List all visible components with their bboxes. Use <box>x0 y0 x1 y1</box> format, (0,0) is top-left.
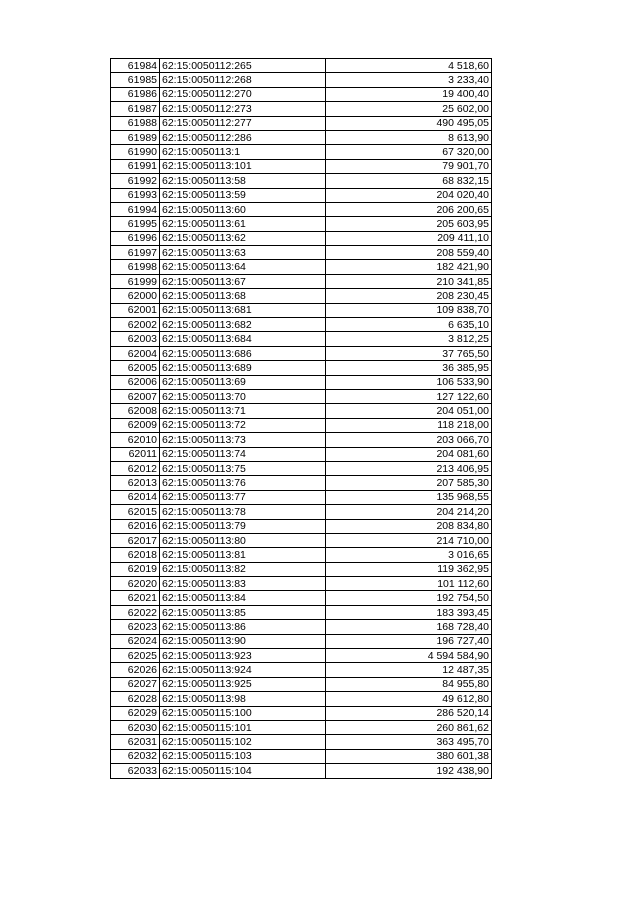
table-row <box>111 159 492 173</box>
table-row <box>111 490 492 504</box>
cadastral-number: 62:15:0050112:273 <box>160 102 326 116</box>
cadastral-number: 62:15:0050115:103 <box>160 749 326 763</box>
table-row <box>111 145 492 159</box>
table-row <box>111 649 492 663</box>
cadastral-value: 36 385,95 <box>326 361 492 375</box>
cadastral-value: 118 218,00 <box>326 418 492 432</box>
cadastral-value: 79 901,70 <box>326 159 492 173</box>
table-row <box>111 749 492 763</box>
table-row <box>111 663 492 677</box>
cadastral-number: 62:15:0050113:79 <box>160 519 326 533</box>
cadastral-number: 62:15:0050113:684 <box>160 332 326 346</box>
cadastral-value: 168 728,40 <box>326 620 492 634</box>
row-number: 61991 <box>111 159 160 173</box>
table-row <box>111 346 492 360</box>
cadastral-number: 62:15:0050115:102 <box>160 735 326 749</box>
table-row <box>111 720 492 734</box>
document-page <box>110 58 491 779</box>
cadastral-value: 192 438,90 <box>326 764 492 778</box>
cadastral-value: 207 585,30 <box>326 476 492 490</box>
cadastral-value: 209 411,10 <box>326 231 492 245</box>
cadastral-number: 62:15:0050112:270 <box>160 87 326 101</box>
cadastral-value: 101 112,60 <box>326 577 492 591</box>
row-number: 62015 <box>111 505 160 519</box>
cadastral-number: 62:15:0050115:100 <box>160 706 326 720</box>
cadastral-number: 62:15:0050113:86 <box>160 620 326 634</box>
row-number: 62000 <box>111 289 160 303</box>
table-row <box>111 706 492 720</box>
cadastral-value: 203 066,70 <box>326 433 492 447</box>
cadastral-value: 49 612,80 <box>326 692 492 706</box>
cadastral-value: 204 020,40 <box>326 188 492 202</box>
row-number: 62003 <box>111 332 160 346</box>
row-number: 62016 <box>111 519 160 533</box>
row-number: 61997 <box>111 246 160 260</box>
cadastral-number: 62:15:0050113:59 <box>160 188 326 202</box>
table-row <box>111 418 492 432</box>
cadastral-number: 62:15:0050113:84 <box>160 591 326 605</box>
cadastral-number: 62:15:0050113:68 <box>160 289 326 303</box>
cadastral-value: 208 230,45 <box>326 289 492 303</box>
cadastral-number: 62:15:0050115:101 <box>160 720 326 734</box>
cadastral-number: 62:15:0050113:85 <box>160 605 326 619</box>
row-number: 62027 <box>111 677 160 691</box>
cadastral-value: 4 594 584,90 <box>326 649 492 663</box>
row-number: 61988 <box>111 116 160 130</box>
cadastral-value: 25 602,00 <box>326 102 492 116</box>
cadastral-number: 62:15:0050113:67 <box>160 274 326 288</box>
table-row <box>111 231 492 245</box>
table-row <box>111 375 492 389</box>
table-row <box>111 318 492 332</box>
cadastral-value: 4 518,60 <box>326 59 492 73</box>
cadastral-value-table <box>110 58 492 779</box>
cadastral-number: 62:15:0050113:64 <box>160 260 326 274</box>
cadastral-value: 135 968,55 <box>326 490 492 504</box>
row-number: 61995 <box>111 217 160 231</box>
cadastral-value: 12 487,35 <box>326 663 492 677</box>
cadastral-number: 62:15:0050113:682 <box>160 318 326 332</box>
cadastral-value: 183 393,45 <box>326 605 492 619</box>
row-number: 61986 <box>111 87 160 101</box>
cadastral-value: 67 320,00 <box>326 145 492 159</box>
cadastral-value: 214 710,00 <box>326 533 492 547</box>
row-number: 61993 <box>111 188 160 202</box>
cadastral-value: 106 533,90 <box>326 375 492 389</box>
cadastral-value: 119 362,95 <box>326 562 492 576</box>
row-number: 62001 <box>111 303 160 317</box>
row-number: 62007 <box>111 389 160 403</box>
table-row <box>111 591 492 605</box>
row-number: 62021 <box>111 591 160 605</box>
row-number: 62011 <box>111 447 160 461</box>
table-row <box>111 404 492 418</box>
cadastral-value: 204 051,00 <box>326 404 492 418</box>
row-number: 62033 <box>111 764 160 778</box>
cadastral-value: 6 635,10 <box>326 318 492 332</box>
cadastral-value: 127 122,60 <box>326 389 492 403</box>
table-row <box>111 217 492 231</box>
row-number: 62008 <box>111 404 160 418</box>
table-row <box>111 116 492 130</box>
cadastral-value: 363 495,70 <box>326 735 492 749</box>
table-row <box>111 246 492 260</box>
cadastral-number: 62:15:0050113:81 <box>160 548 326 562</box>
row-number: 61996 <box>111 231 160 245</box>
row-number: 62018 <box>111 548 160 562</box>
cadastral-value: 286 520,14 <box>326 706 492 720</box>
row-number: 62004 <box>111 346 160 360</box>
table-row <box>111 476 492 490</box>
row-number: 62026 <box>111 663 160 677</box>
cadastral-number: 62:15:0050113:69 <box>160 375 326 389</box>
cadastral-value: 192 754,50 <box>326 591 492 605</box>
cadastral-number: 62:15:0050113:58 <box>160 174 326 188</box>
row-number: 62002 <box>111 318 160 332</box>
cadastral-number: 62:15:0050113:686 <box>160 346 326 360</box>
cadastral-number: 62:15:0050112:268 <box>160 73 326 87</box>
cadastral-value: 206 200,65 <box>326 202 492 216</box>
row-number: 62009 <box>111 418 160 432</box>
row-number: 62014 <box>111 490 160 504</box>
cadastral-value: 19 400,40 <box>326 87 492 101</box>
row-number: 61994 <box>111 202 160 216</box>
cadastral-number: 62:15:0050112:265 <box>160 59 326 73</box>
cadastral-number: 62:15:0050113:73 <box>160 433 326 447</box>
cadastral-number: 62:15:0050113:80 <box>160 533 326 547</box>
cadastral-number: 62:15:0050113:83 <box>160 577 326 591</box>
row-number: 61984 <box>111 59 160 73</box>
cadastral-value: 208 559,40 <box>326 246 492 260</box>
cadastral-number: 62:15:0050113:681 <box>160 303 326 317</box>
cadastral-number: 62:15:0050113:71 <box>160 404 326 418</box>
cadastral-value: 204 214,20 <box>326 505 492 519</box>
cadastral-value: 109 838,70 <box>326 303 492 317</box>
row-number: 61985 <box>111 73 160 87</box>
table-row <box>111 59 492 73</box>
row-number: 61987 <box>111 102 160 116</box>
cadastral-number: 62:15:0050112:277 <box>160 116 326 130</box>
table-row <box>111 461 492 475</box>
cadastral-number: 62:15:0050113:76 <box>160 476 326 490</box>
cadastral-number: 62:15:0050113:74 <box>160 447 326 461</box>
cadastral-value: 3 233,40 <box>326 73 492 87</box>
cadastral-number: 62:15:0050113:90 <box>160 634 326 648</box>
row-number: 61998 <box>111 260 160 274</box>
table-body <box>111 59 492 779</box>
row-number: 62024 <box>111 634 160 648</box>
cadastral-number: 62:15:0050113:70 <box>160 389 326 403</box>
cadastral-number: 62:15:0050113:98 <box>160 692 326 706</box>
table-row <box>111 289 492 303</box>
row-number: 62022 <box>111 605 160 619</box>
cadastral-number: 62:15:0050113:77 <box>160 490 326 504</box>
table-row <box>111 548 492 562</box>
cadastral-value: 182 421,90 <box>326 260 492 274</box>
cadastral-value: 380 601,38 <box>326 749 492 763</box>
row-number: 62012 <box>111 461 160 475</box>
row-number: 62028 <box>111 692 160 706</box>
table-row <box>111 73 492 87</box>
table-row <box>111 505 492 519</box>
table-row <box>111 260 492 274</box>
cadastral-number: 62:15:0050113:61 <box>160 217 326 231</box>
cadastral-number: 62:15:0050112:286 <box>160 130 326 144</box>
cadastral-value: 84 955,80 <box>326 677 492 691</box>
cadastral-value: 210 341,85 <box>326 274 492 288</box>
cadastral-number: 62:15:0050113:60 <box>160 202 326 216</box>
table-row <box>111 447 492 461</box>
table-row <box>111 692 492 706</box>
table-row <box>111 274 492 288</box>
cadastral-value: 208 834,80 <box>326 519 492 533</box>
table-row <box>111 174 492 188</box>
table-row <box>111 361 492 375</box>
cadastral-value: 3 016,65 <box>326 548 492 562</box>
cadastral-value: 260 861,62 <box>326 720 492 734</box>
cadastral-number: 62:15:0050113:78 <box>160 505 326 519</box>
cadastral-number: 62:15:0050113:63 <box>160 246 326 260</box>
row-number: 61999 <box>111 274 160 288</box>
row-number: 62023 <box>111 620 160 634</box>
cadastral-value: 204 081,60 <box>326 447 492 461</box>
row-number: 62005 <box>111 361 160 375</box>
row-number: 62032 <box>111 749 160 763</box>
cadastral-number: 62:15:0050113:689 <box>160 361 326 375</box>
cadastral-number: 62:15:0050113:1 <box>160 145 326 159</box>
cadastral-value: 68 832,15 <box>326 174 492 188</box>
table-row <box>111 433 492 447</box>
row-number: 62013 <box>111 476 160 490</box>
cadastral-value: 196 727,40 <box>326 634 492 648</box>
cadastral-number: 62:15:0050113:62 <box>160 231 326 245</box>
table-row <box>111 87 492 101</box>
row-number: 62019 <box>111 562 160 576</box>
cadastral-value: 8 613,90 <box>326 130 492 144</box>
cadastral-value: 37 765,50 <box>326 346 492 360</box>
cadastral-value: 3 812,25 <box>326 332 492 346</box>
row-number: 62010 <box>111 433 160 447</box>
row-number: 62029 <box>111 706 160 720</box>
cadastral-number: 62:15:0050113:924 <box>160 663 326 677</box>
row-number: 62025 <box>111 649 160 663</box>
cadastral-number: 62:15:0050113:925 <box>160 677 326 691</box>
row-number: 62031 <box>111 735 160 749</box>
cadastral-value: 490 495,05 <box>326 116 492 130</box>
table-row <box>111 102 492 116</box>
table-row <box>111 130 492 144</box>
table-row <box>111 605 492 619</box>
table-row <box>111 519 492 533</box>
cadastral-value: 205 603,95 <box>326 217 492 231</box>
table-row <box>111 634 492 648</box>
row-number: 61990 <box>111 145 160 159</box>
cadastral-number: 62:15:0050113:75 <box>160 461 326 475</box>
cadastral-number: 62:15:0050113:72 <box>160 418 326 432</box>
table-row <box>111 764 492 778</box>
cadastral-value: 213 406,95 <box>326 461 492 475</box>
table-row <box>111 188 492 202</box>
table-row <box>111 389 492 403</box>
row-number: 61992 <box>111 174 160 188</box>
table-row <box>111 303 492 317</box>
row-number: 61989 <box>111 130 160 144</box>
table-row <box>111 562 492 576</box>
row-number: 62006 <box>111 375 160 389</box>
row-number: 62017 <box>111 533 160 547</box>
cadastral-number: 62:15:0050113:82 <box>160 562 326 576</box>
table-row <box>111 620 492 634</box>
row-number: 62030 <box>111 720 160 734</box>
table-row <box>111 202 492 216</box>
table-row <box>111 577 492 591</box>
cadastral-number: 62:15:0050115:104 <box>160 764 326 778</box>
table-row <box>111 735 492 749</box>
row-number: 62020 <box>111 577 160 591</box>
table-row <box>111 332 492 346</box>
cadastral-number: 62:15:0050113:101 <box>160 159 326 173</box>
cadastral-number: 62:15:0050113:923 <box>160 649 326 663</box>
table-row <box>111 677 492 691</box>
table-row <box>111 533 492 547</box>
